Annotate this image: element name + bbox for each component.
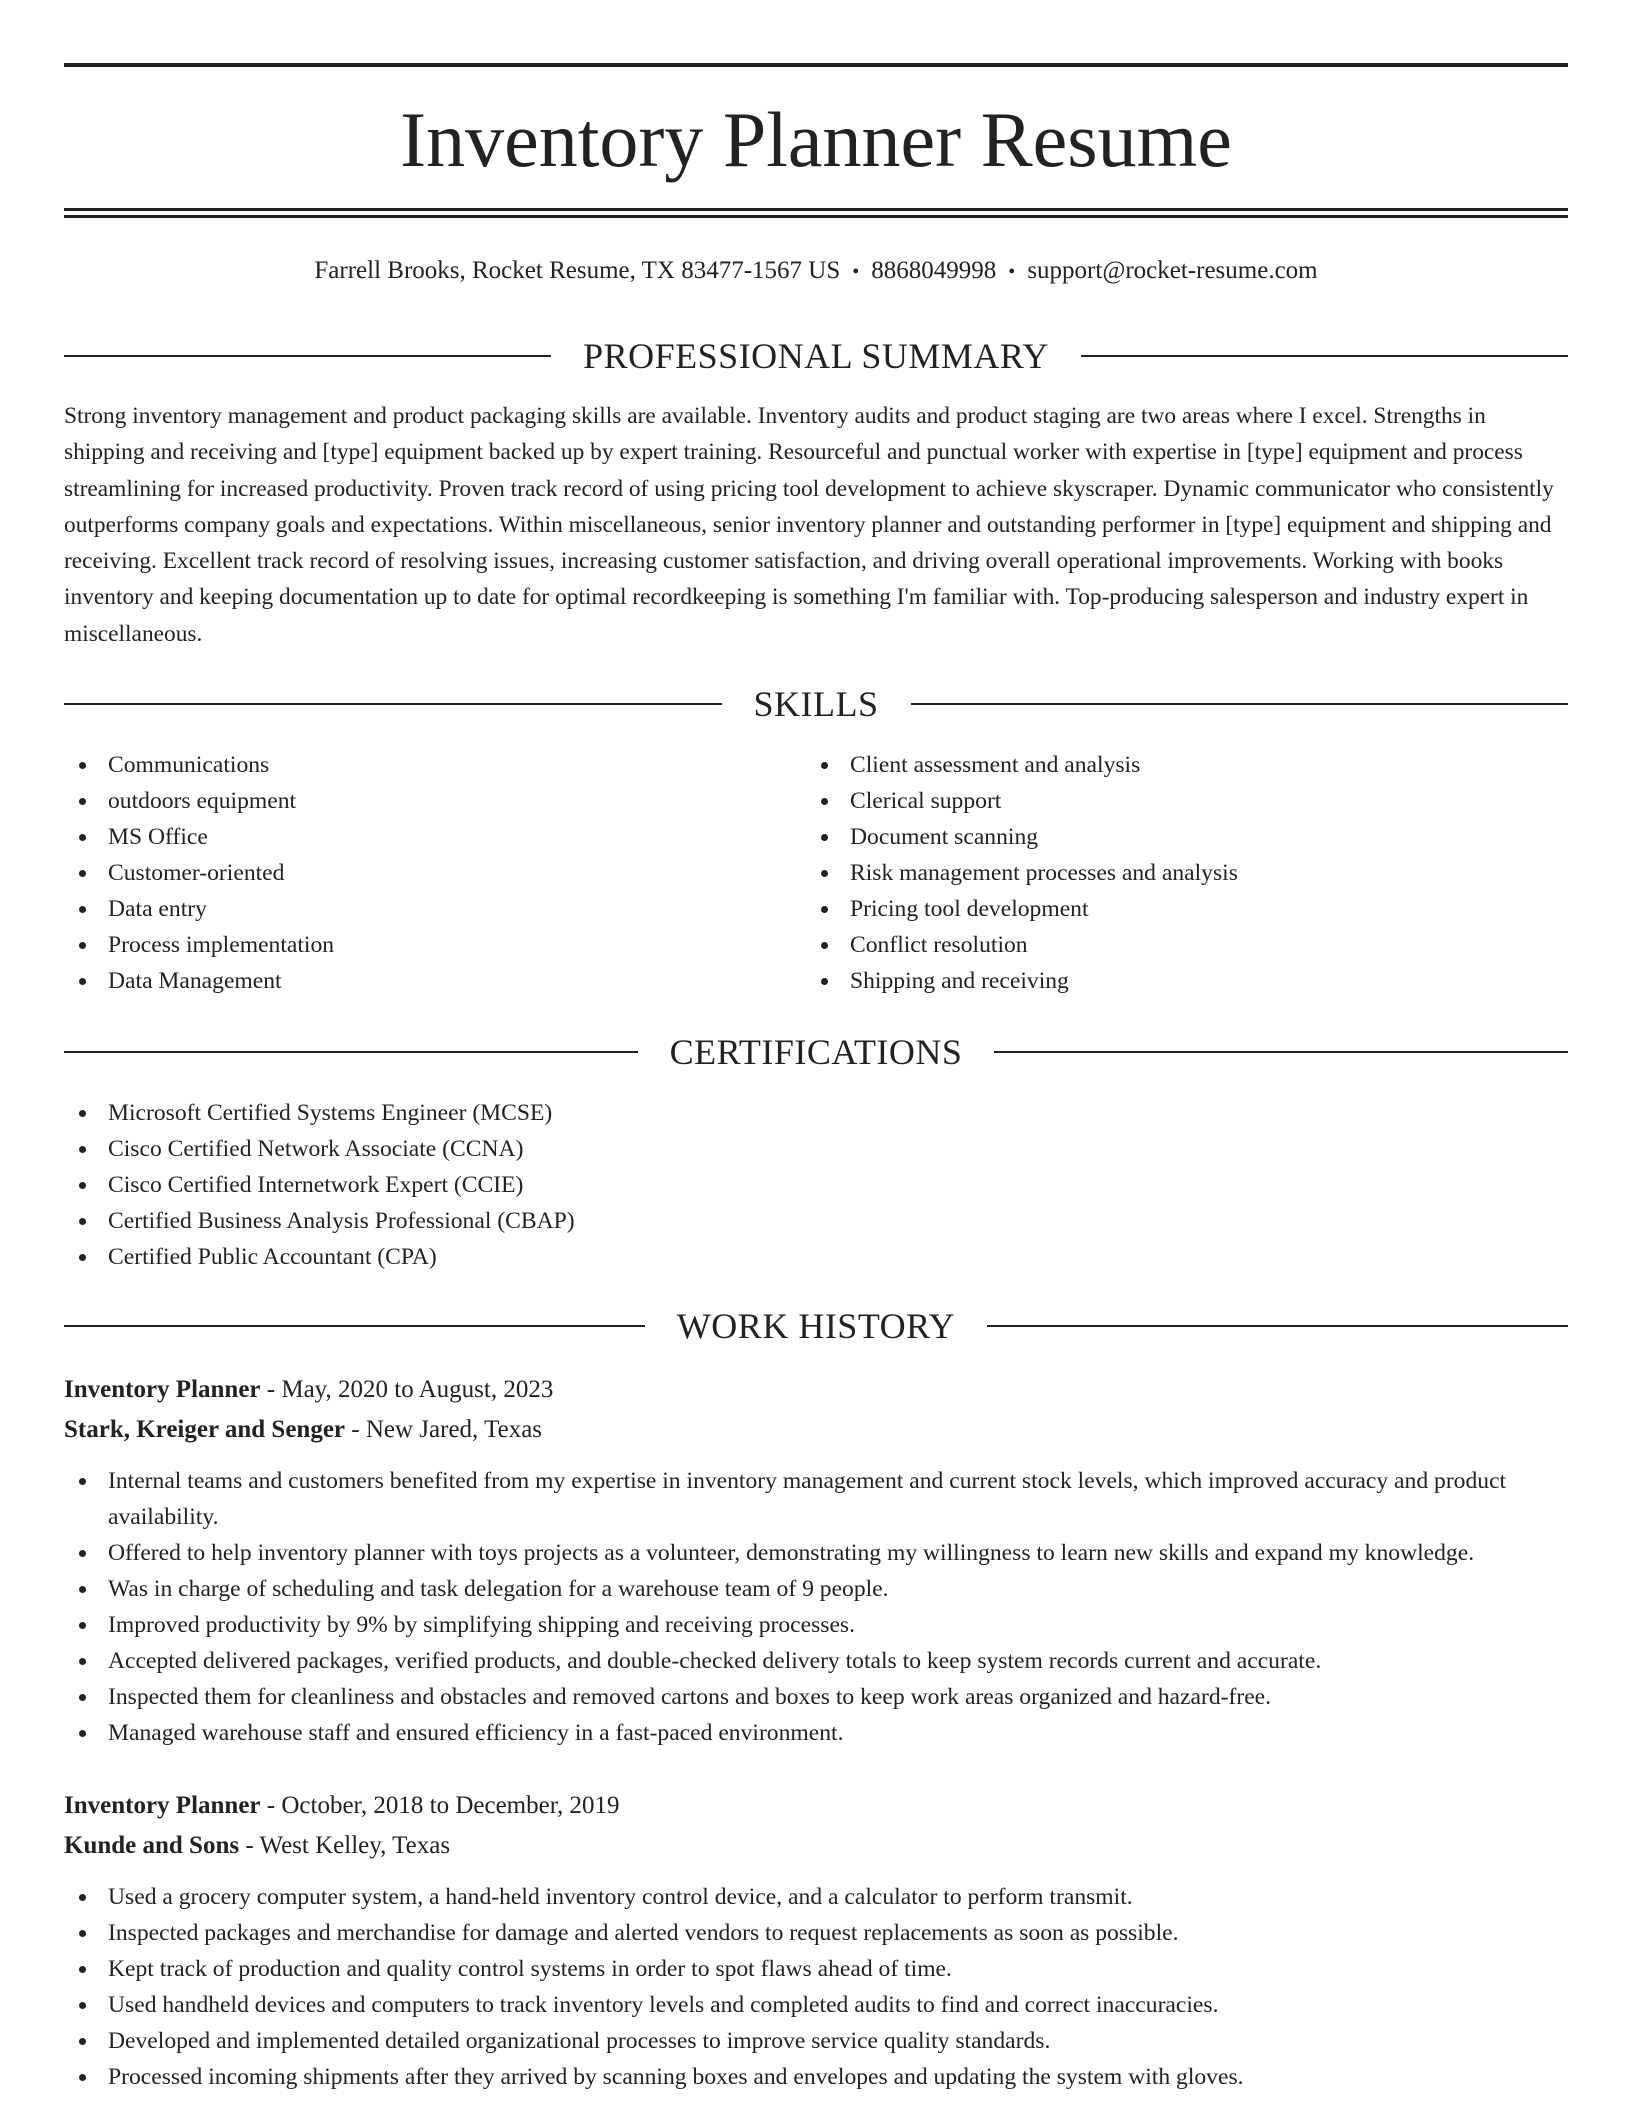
- job-title: Inventory Planner: [64, 1792, 261, 1819]
- job-duty-item: Inspected them for cleanliness and obstacles and removed cartons and boxes to keep work areas organized and hazard-free.: [64, 1679, 1568, 1715]
- certifications-heading: [64, 1030, 1568, 1074]
- job-dates: - October, 2018 to December, 2019: [260, 1792, 620, 1819]
- heading-rule: [64, 703, 722, 705]
- certification-item: Certified Public Accountant (CPA): [64, 1239, 1064, 1275]
- skill-item: MS Office: [64, 819, 764, 855]
- contact-separator: •: [1008, 261, 1016, 283]
- job-duties-list: [64, 1463, 1568, 1751]
- job-location: - West Kelley, Texas: [239, 1832, 451, 1859]
- contact-phone: 8868049998: [871, 257, 997, 284]
- heading-rule: [64, 355, 551, 357]
- resume-title: Inventory Planner Resume: [400, 96, 1232, 183]
- skill-item: Data Management: [64, 963, 764, 999]
- skill-item: Client assessment and analysis: [806, 747, 1566, 783]
- job-title-line: [64, 1786, 1568, 1826]
- skills-list-left: [64, 747, 764, 999]
- certification-item: Cisco Certified Internetwork Expert (CCIE): [64, 1167, 1064, 1203]
- heading-rule: [911, 703, 1569, 705]
- job-company-line: [64, 1826, 1568, 1866]
- skill-item: Communications: [64, 747, 764, 783]
- heading-rule: [987, 1325, 1568, 1327]
- job-location: - New Jared, Texas: [345, 1416, 543, 1443]
- job-duties-list: [64, 1879, 1568, 2095]
- job-duty-item: Used handheld devices and computers to track inventory levels and completed audits to find and correct inaccuracies.: [64, 1987, 1568, 2023]
- job-duty-item: Was in charge of scheduling and task delegation for a warehouse team of 9 people.: [64, 1571, 1568, 1607]
- skills-heading-label: SKILLS: [753, 684, 879, 724]
- job-duty-item: Internal teams and customers benefited from my expertise in inventory management and current stock levels, which improved accuracy and product availability.: [64, 1463, 1568, 1535]
- job-duty-item: Accepted delivered packages, verified products, and double-checked delivery totals to keep system records current and accurate.: [64, 1643, 1568, 1679]
- skill-item: Process implementation: [64, 927, 764, 963]
- job-duty-item: Managed warehouse staff and ensured efficiency in a fast-paced environment.: [64, 1715, 1568, 1751]
- skill-item: Conflict resolution: [806, 927, 1566, 963]
- certifications-list: [64, 1095, 1064, 1275]
- certification-item: Certified Business Analysis Professional (CBAP): [64, 1203, 1064, 1239]
- top-rule: [64, 63, 1568, 67]
- skill-item: outdoors equipment: [64, 783, 764, 819]
- job-duty-item: Offered to help inventory planner with toys projects as a volunteer, demonstrating my willingness to learn new skills and expand my knowledge.: [64, 1535, 1568, 1571]
- skill-item: Shipping and receiving: [806, 963, 1566, 999]
- skill-item: Pricing tool development: [806, 891, 1566, 927]
- contact-email[interactable]: support@rocket-resume.com: [1027, 257, 1318, 284]
- skill-item: Document scanning: [806, 819, 1566, 855]
- skill-item: Customer-oriented: [64, 855, 764, 891]
- title-double-rule: [64, 208, 1568, 218]
- skill-item: Risk management processes and analysis: [806, 855, 1566, 891]
- contact-line: [64, 254, 1568, 289]
- skills-heading: [64, 682, 1568, 726]
- job-company-line: [64, 1410, 1568, 1450]
- certifications-heading-label: CERTIFICATIONS: [669, 1032, 963, 1072]
- summary-heading: [64, 334, 1568, 378]
- job-duty-item: Developed and implemented detailed organizational processes to improve service quality standards.: [64, 2023, 1568, 2059]
- skill-item: Data entry: [64, 891, 764, 927]
- work-history-heading: [64, 1304, 1568, 1348]
- job-title: Inventory Planner: [64, 1376, 261, 1403]
- job-duty-item: Improved productivity by 9% by simplifying shipping and receiving processes.: [64, 1607, 1568, 1643]
- work-history-heading-label: WORK HISTORY: [676, 1306, 956, 1346]
- heading-rule: [994, 1051, 1568, 1053]
- summary-heading-label: PROFESSIONAL SUMMARY: [583, 336, 1049, 376]
- certification-item: Cisco Certified Network Associate (CCNA): [64, 1131, 1064, 1167]
- contact-separator: •: [852, 261, 860, 283]
- job-title-line: [64, 1370, 1568, 1410]
- certification-item: Microsoft Certified Systems Engineer (MCSE): [64, 1095, 1064, 1131]
- heading-rule: [64, 1325, 645, 1327]
- job-duty-item: Inspected packages and merchandise for damage and alerted vendors to request replacements as soon as possible.: [64, 1915, 1568, 1951]
- contact-address: Farrell Brooks, Rocket Resume, TX 83477-1567 US: [314, 257, 841, 284]
- job-dates: - May, 2020 to August, 2023: [260, 1376, 554, 1403]
- job-duty-item: Processed incoming shipments after they arrived by scanning boxes and envelopes and updating the system with gloves.: [64, 2059, 1568, 2095]
- heading-rule: [1081, 355, 1568, 357]
- skills-list-right: [806, 747, 1566, 999]
- job-company: Kunde and Sons: [64, 1832, 240, 1859]
- job-company: Stark, Kreiger and Senger: [64, 1416, 346, 1443]
- skill-item: Clerical support: [806, 783, 1566, 819]
- summary-text: Strong inventory management and product packaging skills are available. Inventory audits and product staging are two areas where I excel. Strengths in shipping and receiving and [type] equipment backed up by expert training. Resourceful and punctual worker with expertise in [type] equipment and process streamlining for increased productivity. Proven track record of using pricing tool development to achieve skyscraper. Dynamic communicator who consistently outperforms company goals and expectations. Within miscellaneous, senior inventory planner and outstanding performer in [type] equipment and shipping and receiving. Excellent track record of resolving issues, increasing customer satisfaction, and driving overall operational improvements. Working with books inventory and keeping documentation up to date for optimal recordkeeping is something I'm familiar with. Top-producing salesperson and industry expert in miscellaneous.: [64, 403, 1554, 647]
- heading-rule: [64, 1051, 638, 1053]
- job-duty-item: Kept track of production and quality control systems in order to spot flaws ahead of time.: [64, 1951, 1568, 1987]
- job-duty-item: Used a grocery computer system, a hand-held inventory control device, and a calculator to perform transmit.: [64, 1879, 1568, 1915]
